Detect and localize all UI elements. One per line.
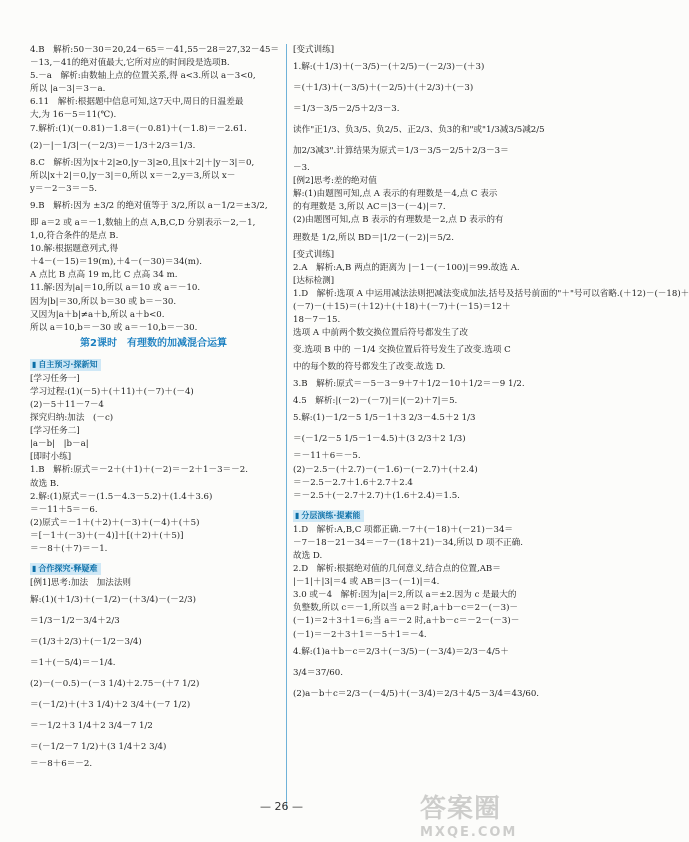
answer-line: 大,为 16－5＝11(℃). <box>30 110 117 121</box>
answer-line: 的有理数是 3,所以 AC＝|3－(－4)|＝7. <box>293 202 446 213</box>
answer-line: 变.选项 B 中的 －1/4 交换位置后符号发生了改变.选项 C <box>293 345 511 356</box>
answer-line: 选项 A 中前两个数交换位置后符号都发生了改 <box>293 328 468 339</box>
answer-line: 读作"正1/3、负3/5、负2/5、正2/3、负3的和"或"1/3减3/5减2/5 <box>293 125 545 136</box>
answer-line: 负整数,所以 c＝－1,所以当 a＝2 时,a＋b－c＝2－(－3)－ <box>293 603 519 614</box>
answer-line: [例2]思考:差的绝对值 <box>293 176 377 187</box>
answer-line: 即 a＝2 或 a＝－1,数轴上的点 A,B,C,D 分别表示－2,－1, <box>30 217 256 228</box>
answer-line: 4.5 解析:|(－2)－(－7)|＝|(－2)＋7|＝5. <box>293 396 458 407</box>
watermark-top: 答案圈 <box>420 794 502 824</box>
answer-line: ＝－1/2＋3 1/4＋2 3/4－7 1/2 <box>30 721 153 732</box>
answer-line: ＋4－(－15)＝19(m),＋4－(－30)＝34(m). <box>30 257 203 268</box>
answer-line: ＝(－1/2)＋(＋3 1/4)＋2 3/4＋(－7 1/2) <box>30 700 191 711</box>
answer-line: [学习任务二] <box>30 426 80 437</box>
answer-line: 中的每个数的符号都发生了改变.故选 D. <box>293 362 446 373</box>
page-number: — 26 — <box>260 800 303 813</box>
answer-line: 因为|b|＝30,所以 b＝30 或 b＝－30. <box>30 296 177 307</box>
answer-line: 故选 B. <box>30 478 59 489</box>
answer-line: [即时小练] <box>30 452 72 463</box>
answer-line: 1.解:(＋1/3)＋(－3/5)－(＋2/5)－(－2/3)－(＋3) <box>293 62 485 73</box>
answer-line: 11.解:因为|a|＝10,所以 a＝10 或 a＝－10. <box>30 283 201 294</box>
answer-line: 18－7－15. <box>293 315 341 326</box>
answer-line: 1.D 解析:选项 A 中运用减法法则把减法变成加法,括号及括号前面的"＋"号可以省略.(＋12)－(－18)＋ <box>293 288 689 299</box>
answer-line: [达标检测] <box>293 275 335 286</box>
book-icon: ▮ <box>32 564 37 574</box>
answer-line: |a－b| |b－a| <box>30 439 89 450</box>
left-column <box>30 44 280 810</box>
answer-line: [例1]思考:加法 加法法则 <box>30 578 132 589</box>
answer-line: ＝1/3－1/2－3/4＋2/3 <box>30 616 120 627</box>
answer-line: ＝1＋(－5/4)＝－1/4. <box>30 658 116 669</box>
answer-line: (－7)－(＋15)＝(＋12)＋(＋18)＋(－7)＋(－15)＝12＋ <box>293 301 511 312</box>
answer-line: ＝(1/3＋2/3)＋(－1/2－3/4) <box>30 637 142 648</box>
answer-line: A 点比 B 点高 19 m,比 C 点高 34 m. <box>30 270 178 281</box>
answer-line: 2.解:(1)原式＝－(1.5－4.3－5.2)＋(1.4＋3.6) <box>30 491 213 502</box>
answer-line: ＝1/3－3/5－2/5＋2/3－3. <box>293 104 400 115</box>
answer-line: 1.D 解析:A,B,C 项都正确.－7＋(－18)＋(－21)－34＝ <box>293 524 514 535</box>
section-band-label: 分层演练·提素能 <box>301 510 361 520</box>
answer-line: ＝－2.5－2.7＋1.6＋2.7＋2.4 <box>293 477 413 488</box>
answers-block-4 <box>293 44 689 503</box>
answer-line: 故选 D. <box>293 550 323 561</box>
watermark-bottom: MXQE.COM <box>420 825 518 840</box>
answer-line: (2)－|－1/3|－(－2/3)＝－1/3＋2/3＝1/3. <box>30 140 196 151</box>
answers-block-3 <box>30 577 277 771</box>
section-band-label: 自主预习·探新知 <box>38 359 98 369</box>
answer-line: [学习任务一] <box>30 373 80 384</box>
answer-line: ＝－8＋6＝－2. <box>30 759 93 770</box>
answer-line: y＝－2－3＝－5. <box>30 183 97 194</box>
section-band-label: 合作探究·释疑难 <box>38 564 98 574</box>
answer-line: 解:(1)(＋1/3)＋(－1/2)－(＋3/4)－(－2/3) <box>30 595 196 606</box>
answers-block-2 <box>30 373 277 556</box>
answer-line: ＝－11＋6＝－5. <box>293 451 361 462</box>
answer-line: ＝－2.5＋(－2.7＋2.7)＋(1.6＋2.4)＝1.5. <box>293 490 460 501</box>
answer-line: 2.A 解析:A,B 两点的距离为 |－1－(－100)|＝99.故选 A. <box>293 262 520 273</box>
answer-line: 所以 a＝10,b＝－30 或 a＝－10,b＝－30. <box>30 322 198 333</box>
answer-line: －13,－41的绝对值最大,它所对应的时间段是选项B. <box>30 58 230 69</box>
lesson-title: 第2课时 有理数的加减混合运算 <box>80 337 227 349</box>
answers-block-1 <box>30 44 280 335</box>
right-column <box>286 44 689 810</box>
answer-line: ＝－8＋(＋7)＝－1. <box>30 544 108 554</box>
answer-line: 1,0,符合条件的是点 B. <box>30 231 119 242</box>
answer-line: ＝－11＋5＝－6. <box>30 504 98 515</box>
answer-line: 1.B 解析:原式＝－2＋(＋1)＋(－2)＝－2＋1－3＝－2. <box>30 465 248 476</box>
answer-line: |－1|＋|3|＝4 或 AB＝|3－(－1)|＝4. <box>293 577 440 588</box>
answer-line: (2)由题图可知,点 B 表示的有理数是－2,点 D 表示的有 <box>293 215 504 226</box>
answer-line: 7.解析:(1)(－0.81)－1.8＝(－0.81)＋(－1.8)＝－2.61. <box>30 123 247 134</box>
answer-line: 解:(1)由题图可知,点 A 表示的有理数是－4,点 C 表示 <box>293 189 498 200</box>
section-band-practice <box>293 510 364 522</box>
book-icon: ▮ <box>295 510 300 520</box>
answer-line: 4.B 解析:50－30＝20,24－65＝－41,55－28＝27,32－45＝ <box>30 45 280 55</box>
answer-line: 理数是 1/2,所以 BD＝|1/2－(－2)|＝5/2. <box>293 232 454 243</box>
answers-block-5 <box>293 524 551 705</box>
answer-line: 3.0 或－4 解析:因为|a|＝2,所以 a＝±2.因为 c 是最大的 <box>293 590 517 601</box>
watermark-logo <box>420 788 555 838</box>
answer-line: 9.B 解析:因为 ±3/2 的绝对值等于 3/2,所以 a－1/2＝±3/2, <box>30 200 268 211</box>
answer-line: 学习过程:(1)(－5)＋(＋11)＋(－7)＋(－4) <box>30 386 194 397</box>
answer-line: 6.11 解析:根据题中信息可知,这7天中,周日的日温差最 <box>30 97 244 108</box>
answer-line: 3.B 解析:原式＝－5－3－9＋7＋1/2－10＋1/2＝－9 1/2. <box>293 379 525 390</box>
answer-line: (－1)＝2＋3＋1＝6;当 a＝－2 时,a＋b－c＝－2－(－3)－ <box>293 616 520 627</box>
answer-line: (2)－2.5－(＋2.7)－(－1.6)－(－2.7)＋(＋2.4) <box>293 464 478 475</box>
answer-line: 5.－a 解析:由数轴上点的位置关系,得 a<3.所以 a－3<0, <box>30 71 256 82</box>
answer-line: 2.D 解析:根据绝对值的几何意义,结合点的位置,AB＝ <box>293 564 501 575</box>
book-icon: ▮ <box>32 359 37 369</box>
answer-line: －7－18－21－34＝－7－(18＋21)－34,所以 D 项不正确. <box>293 537 523 548</box>
answer-line: 5.解:(1)－1/2－5 1/5－1＋3 2/3－4.5＋2 1/3 <box>293 413 476 424</box>
section-band-explore <box>30 563 101 575</box>
answer-line: 3/4＝37/60. <box>293 667 343 678</box>
answer-line: [变式训练] <box>293 249 335 260</box>
answer-line: －3. <box>293 163 310 174</box>
answer-line: 10.解:根据题意列式,得 <box>30 244 119 255</box>
answer-line: (2)－5＋11－7－4 <box>30 399 104 410</box>
answer-line: (2)原式＝－1＋(＋2)＋(－3)＋(－4)＋(＋5) <box>30 517 200 528</box>
answer-line: ＝[－1＋(－3)＋(－4)]＋[(＋2)＋(＋5)] <box>30 530 184 541</box>
answer-line: ＝(－1/2－5 1/5－1－4.5)＋(3 2/3＋2 1/3) <box>293 434 466 445</box>
answer-line: 所以 |a－3|＝3－a. <box>30 84 106 95</box>
answer-line: 4.解:(1)a＋b－c＝2/3＋(－3/5)－(－3/4)＝2/3－4/5＋ <box>293 646 509 657</box>
answer-line: 加2/3减3".计算结果为原式＝1/3－3/5－2/5＋2/3－3＝ <box>293 146 509 157</box>
answer-line: 又因为|a＋b|≠a＋b,所以 a＋b<0. <box>30 309 165 320</box>
answer-line: ＝(－1/2－7 1/2)＋(3 1/4＋2 3/4) <box>30 742 167 753</box>
answer-line: [变式训练] <box>293 45 335 55</box>
answer-line: 探究归纳:加法 (－c) <box>30 413 114 424</box>
answer-line: 所以|x＋2|＝0,|y－3|＝0,所以 x＝－2,y＝3,所以 x－ <box>30 170 236 181</box>
section-band-preview <box>30 359 101 371</box>
answer-line: (2)a－b＋c＝2/3－(－4/5)＋(－3/4)＝2/3＋4/5－3/4＝43/60. <box>293 688 540 699</box>
answer-line: (2)－(－0.5)－(－3 1/4)＋2.75－(＋7 1/2) <box>30 679 200 690</box>
answer-line: 8.C 解析:因为|x＋2|≥0,|y－3|≥0,且|x＋2|＋|y－3|＝0, <box>30 157 255 168</box>
answer-line: ＝(＋1/3)＋(－3/5)＋(－2/5)＋(＋2/3)＋(－3) <box>293 83 474 94</box>
answer-line: (－1)＝－2＋3＋1＝－5＋1＝－4. <box>293 629 427 640</box>
